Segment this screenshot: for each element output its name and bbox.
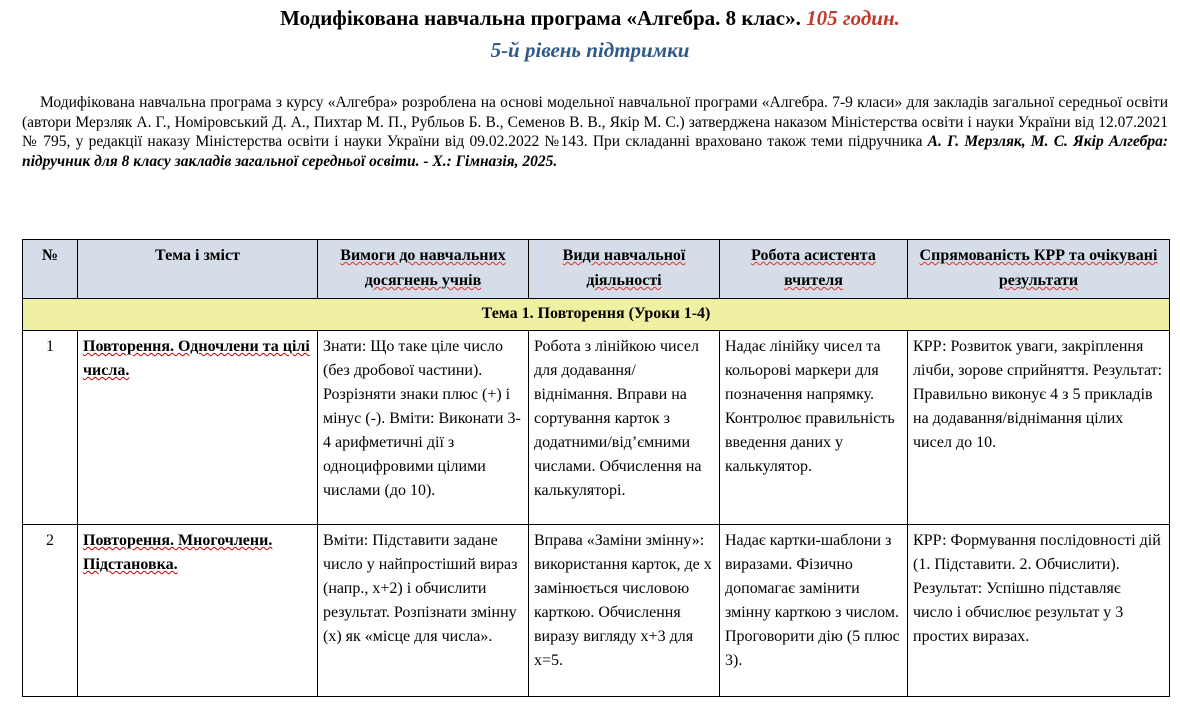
row-number: 1 [23,331,78,525]
table-row [23,525,1170,697]
row-krr: КРР: Розвиток уваги, закріплення лічби, зорове сприйняття. Результат: Правильно виконує 4 з 5 прикладів на додавання/віднімання цілих чисел до 10. [908,331,1170,525]
table-header-row [23,240,1170,299]
page-subtitle: 5-й рівень підтримки [490,38,690,62]
row-requirements: Знати: Що таке ціле число (без дробової частини). Розрізняти знаки плюс (+) і мінус (-). Вміти: Виконати 3-4 арифметичні дії з одноцифровими цілими числами (до 10). [318,331,529,525]
row-number: 2 [23,525,78,697]
section-label: Тема 1. Повторення (Уроки 1-4) [23,299,1170,331]
title-main: Модифікована навчальна програма «Алгебра. 8 клас». [280,6,801,30]
intro-textbook: А. Г. Мерзляк, М. С. Якір Алгебра: підручник для 8 класу закладів загальної середньої освіти. - Х.: Гімназія, 2025. [22,133,1169,170]
header-assistant: Робота асистента вчителя [720,240,908,299]
row-activities: Робота з лінійкою чисел для додавання/віднімання. Вправи на сортування карток з додатними/від’ємними числами. Обчислення на калькуляторі. [529,331,720,525]
title-hours: 105 годин. [806,6,900,30]
row-krr: КРР: Формування послідовності дій (1. Підставити. 2. Обчислити). Результат: Успішно підставляє число і обчислює результат у 3 простих виразах. [908,525,1170,697]
program-table [22,239,1170,697]
header-requirements: Вимоги до навчальних досягнень учнів [318,240,529,299]
header-krr: Спрямованість КРР та очікувані результати [908,240,1170,299]
section-row [23,299,1170,331]
header-num: № [23,240,78,299]
row-assistant: Надає лінійку чисел та кольорові маркери для позначення напрямку. Контролює правильність введення даних у калькулятор. [720,331,908,525]
page-title [0,6,1180,31]
row-topic: Повторення. Одночлени та цілі числа. [78,331,318,525]
table-row [23,331,1170,525]
intro-text: Модифікована навчальна програма з курсу «Алгебра» розроблена на основі модельної навчальної програми «Алгебра. 7-9 класи» для закладів загальної середньої освіти (автори Мерзляк А. Г., Номіровський Д. А., Пихтар М. П., Рубльов Б. В., Семенов В. В., Якір М. С.) затверджена наказом Міністерства освіти і науки України від 12.07.2021 № 795, у редакції наказу Міністерства освіти і науки України від 09.02.2022 №143. При складанні враховано також теми підручника [22,94,1168,150]
intro-paragraph [22,93,1168,171]
row-assistant: Надає картки-шаблони з виразами. Фізично допомагає замінити змінну карткою з числом. Проговорити дію (5 плюс 3). [720,525,908,697]
row-topic: Повторення. Многочлени. Підстановка. [78,525,318,697]
header-topic: Тема і зміст [78,240,318,299]
row-activities: Вправа «Заміни змінну»: використання карток, де x замінюється числовою карткою. Обчислення виразу вигляду x+3 для x=5. [529,525,720,697]
header-activities: Види навчальної діяльності [529,240,720,299]
row-requirements: Вміти: Підставити задане число у найпростіший вираз (напр., x+2) і обчислити результат. Розпізнати змінну (x) як «місце для числа». [318,525,529,697]
